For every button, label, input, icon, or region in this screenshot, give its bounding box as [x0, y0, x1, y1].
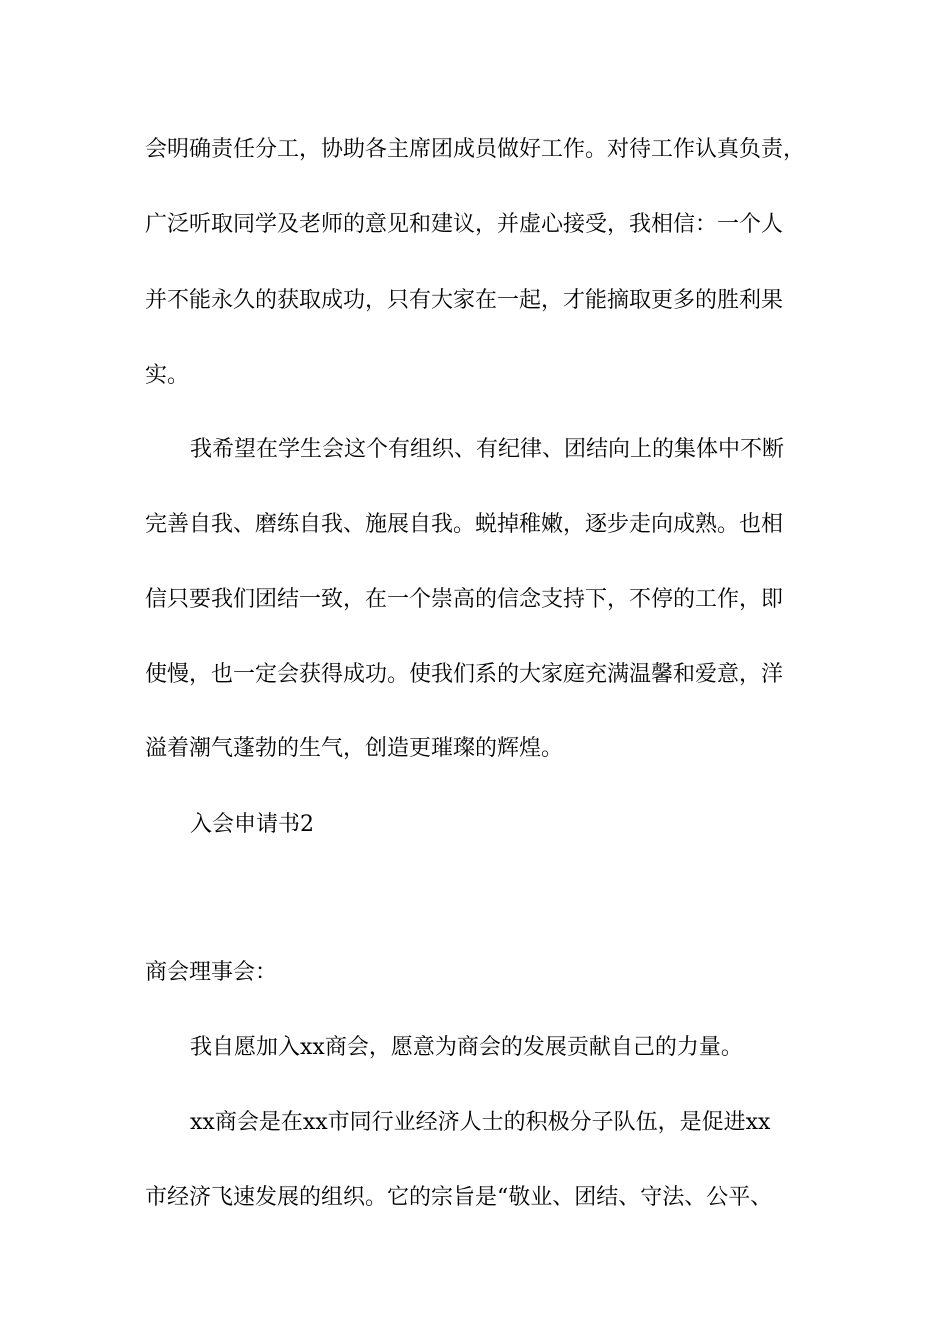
salutation-line: 商会理事会：: [145, 960, 278, 985]
paragraph-line-1: 会明确责任分工，协助各主席团成员做好工作。对待工作认真负责，: [145, 137, 806, 162]
section-heading: 入会申请书2: [190, 812, 314, 837]
paragraph-line-13: xx商会是在xx市同行业经济人士的积极分子队伍，是促进xx: [190, 1110, 771, 1135]
paragraph-line-14: 市经济飞速发展的组织。它的宗旨是“敬业、团结、守法、公平、: [145, 1185, 773, 1210]
paragraph-line-4: 实。: [145, 363, 190, 388]
paragraph-line-3: 并不能永久的获取成功，只有大家在一起，才能摘取更多的胜利果: [145, 288, 784, 313]
paragraph-line-7: 信只要我们团结一致，在一个崇高的信念支持下，不停的工作，即: [145, 587, 784, 612]
paragraph-line-9: 溢着潮气蓬勃的生气，创造更璀璨的辉煌。: [145, 736, 564, 761]
paragraph-line-6: 完善自我、磨练自我、施展自我。蜕掉稚嫩，逐步走向成熟。也相: [145, 512, 784, 537]
paragraph-line-8: 使慢，也一定会获得成功。使我们系的大家庭充满温馨和爱意，洋: [145, 662, 784, 687]
paragraph-line-2: 广泛听取同学及老师的意见和建议，并虚心接受，我相信：一个人: [145, 212, 784, 237]
paragraph-line-12: 我自愿加入xx商会，愿意为商会的发展贡献自己的力量。: [190, 1035, 743, 1060]
paragraph-line-5: 我希望在学生会这个有组织、有纪律、团结向上的集体中不断: [190, 437, 785, 462]
